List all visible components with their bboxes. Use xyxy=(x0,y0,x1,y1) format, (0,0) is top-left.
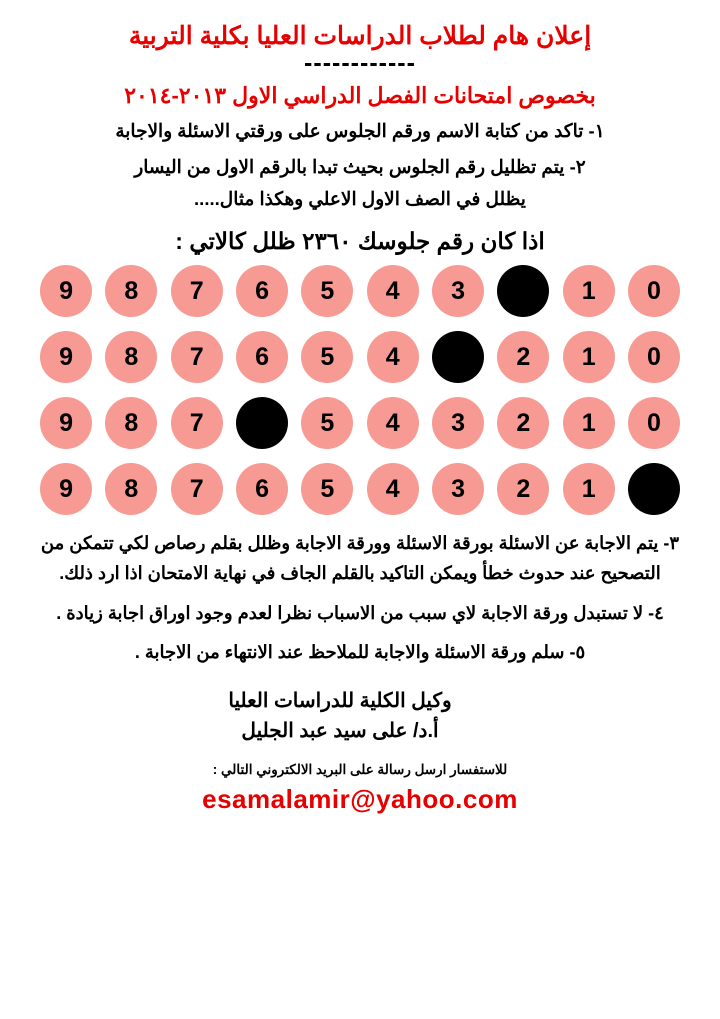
bubble-option-filled[interactable] xyxy=(236,397,288,449)
example-label: اذا كان رقم جلوسك ٢٣٦٠ ظلل كالاتي : xyxy=(175,228,545,255)
page-title: إعلان هام لطلاب الدراسات العليا بكلية التربية xyxy=(128,22,592,50)
bubble-option[interactable]: 6 xyxy=(236,331,288,383)
bubble-option[interactable]: 0 xyxy=(628,331,680,383)
signature-block xyxy=(18,686,702,746)
bubble-option[interactable]: 9 xyxy=(40,331,92,383)
bubble-option[interactable]: 1 xyxy=(563,463,615,515)
bubble-option[interactable]: 9 xyxy=(40,397,92,449)
bubble-option[interactable]: 2 xyxy=(497,397,549,449)
bubble-option[interactable]: 4 xyxy=(367,397,419,449)
bubble-option[interactable]: 2 xyxy=(497,331,549,383)
bubble-option[interactable]: 2 xyxy=(497,463,549,515)
bubble-option[interactable]: 4 xyxy=(367,463,419,515)
bubble-option[interactable]: 7 xyxy=(171,265,223,317)
title-divider: ------------ xyxy=(304,48,416,77)
bubble-option[interactable]: 5 xyxy=(301,463,353,515)
bubble-option[interactable]: 1 xyxy=(563,331,615,383)
bubble-option[interactable]: 0 xyxy=(628,265,680,317)
rule-item-1: ١- تاكد من كتابة الاسم ورقم الجلوس على ورقتي الاسئلة والاجابة xyxy=(115,120,605,142)
bubble-option-filled[interactable] xyxy=(432,331,484,383)
bubble-option[interactable]: 1 xyxy=(563,397,615,449)
bubble-option[interactable]: 3 xyxy=(432,463,484,515)
bubble-option[interactable]: 8 xyxy=(105,397,157,449)
rule-item-2-line-1: ٢- يتم تظليل رقم الجلوس بحيث تبدا بالرقم الاول من اليسار xyxy=(134,155,586,177)
bubble-row xyxy=(40,397,680,449)
bubble-row xyxy=(40,331,680,383)
bubble-option[interactable]: 3 xyxy=(432,397,484,449)
rule-item-2-line-2: يظلل في الصف الاول الاعلي وهكذا مثال..... xyxy=(194,187,526,209)
bubble-row xyxy=(40,463,680,515)
bubble-option[interactable]: 9 xyxy=(40,265,92,317)
bubble-option[interactable]: 8 xyxy=(105,463,157,515)
bubble-row xyxy=(40,265,680,317)
bubble-option[interactable]: 6 xyxy=(236,463,288,515)
bubble-option[interactable]: 4 xyxy=(367,265,419,317)
bubble-option[interactable]: 1 xyxy=(563,265,615,317)
bubble-option[interactable]: 7 xyxy=(171,331,223,383)
bubble-option[interactable]: 8 xyxy=(105,265,157,317)
signature-name: أ.د/ على سيد عبد الجليل xyxy=(241,720,439,743)
signature-title: وكيل الكلية للدراسات العليا xyxy=(228,690,452,713)
contact-note: للاستفسار ارسل رسالة على البريد الالكتروني التالي : xyxy=(212,762,508,778)
page-subtitle: بخصوص امتحانات الفصل الدراسي الاول ٢٠١٣-٢٠١٤ xyxy=(124,82,596,108)
rule-item-5: ٥- سلم ورقة الاسئلة والاجابة للملاحظ عند الانتهاء من الاجابة . xyxy=(134,642,586,663)
bubble-option[interactable]: 3 xyxy=(432,265,484,317)
contact-email[interactable]: esamalamir@yahoo.com xyxy=(202,784,518,815)
bubble-option[interactable]: 7 xyxy=(171,463,223,515)
rule-item-4: ٤- لا تستبدل ورقة الاجابة لاي سبب من الاسباب نظرا لعدم وجود اوراق اجابة زيادة . xyxy=(56,602,664,623)
bubble-option[interactable]: 5 xyxy=(301,397,353,449)
bubble-option[interactable]: 5 xyxy=(301,265,353,317)
bubble-option[interactable]: 0 xyxy=(628,397,680,449)
bubble-sheet xyxy=(40,265,680,515)
rule-item-3: ٣- يتم الاجابة عن الاسئلة بورقة الاسئلة وورقة الاجابة وظلل بقلم رصاص لكي تتمكن من التصحيح عند حدوث خطأ ويمكن التاكيد بالقلم الجاف في نهاية الامتحان اذا ارد ذلك. xyxy=(40,533,680,584)
bubble-option[interactable]: 9 xyxy=(40,463,92,515)
bubble-option-filled[interactable] xyxy=(497,265,549,317)
bubble-option[interactable]: 4 xyxy=(367,331,419,383)
bubble-option[interactable]: 6 xyxy=(236,265,288,317)
bubble-option[interactable]: 5 xyxy=(301,331,353,383)
bubble-option[interactable]: 8 xyxy=(105,331,157,383)
bubble-option-filled[interactable] xyxy=(628,463,680,515)
bubble-option[interactable]: 7 xyxy=(171,397,223,449)
